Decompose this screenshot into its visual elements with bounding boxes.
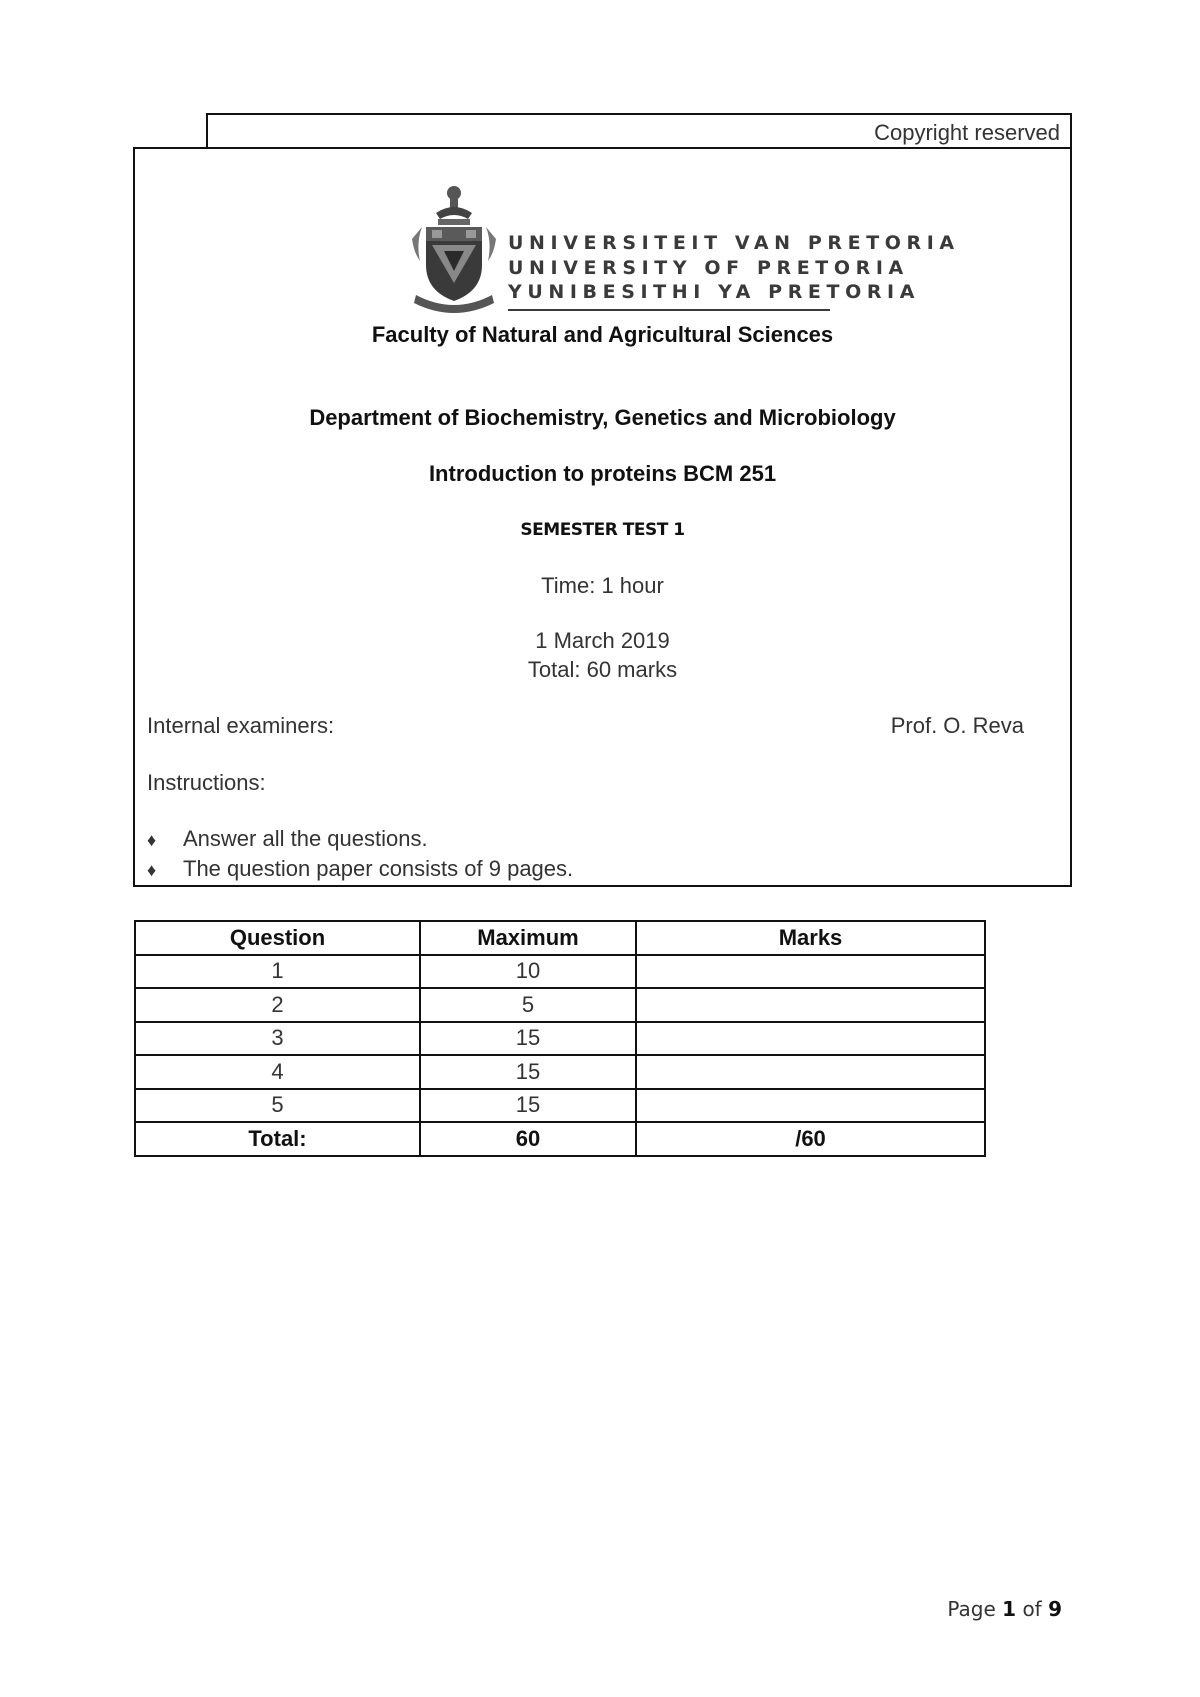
- diamond-bullet-icon: ♦: [147, 860, 157, 880]
- question-number: 5: [135, 1089, 420, 1123]
- column-header-maximum: Maximum: [420, 921, 636, 955]
- instruction-item: [147, 856, 573, 882]
- instruction-text: The question paper consists of 9 pages.: [183, 856, 574, 881]
- total-label: Total:: [135, 1122, 420, 1156]
- table-row: [135, 955, 985, 989]
- university-name-sepedi: YUNIBESITHI YA PRETORIA: [508, 281, 921, 303]
- question-number: 1: [135, 955, 420, 989]
- question-number: 4: [135, 1055, 420, 1089]
- marks-table: [134, 920, 986, 1157]
- university-crest-icon: [408, 183, 500, 318]
- question-number: 3: [135, 1022, 420, 1056]
- copyright-text: Copyright reserved: [874, 120, 1060, 145]
- table-row: [135, 988, 985, 1022]
- examiner-name: Prof. O. Reva: [890, 713, 1024, 738]
- university-logo: [408, 183, 960, 318]
- maximum-marks: 15: [420, 1055, 636, 1089]
- table-row: [135, 1055, 985, 1089]
- logo-underline: [508, 309, 830, 311]
- department-title: Department of Biochemistry, Genetics and Microbiology: [309, 405, 896, 430]
- awarded-marks: [636, 988, 985, 1022]
- marks-table-header: [135, 921, 985, 955]
- column-header-question: Question: [135, 921, 420, 955]
- awarded-marks: [636, 955, 985, 989]
- total-awarded: /60: [636, 1122, 985, 1156]
- page-word: Page: [947, 1597, 996, 1621]
- instructions-label: Instructions:: [147, 770, 266, 795]
- course-title: Introduction to proteins BCM 251: [428, 461, 777, 486]
- copyright-box: [206, 113, 1072, 149]
- maximum-marks: 5: [420, 988, 636, 1022]
- total-row: [135, 1122, 985, 1156]
- page-total: 9: [1048, 1597, 1062, 1621]
- university-name-english: UNIVERSITY OF PRETORIA: [508, 256, 909, 279]
- awarded-marks: [636, 1055, 985, 1089]
- test-name: SEMESTER TEST 1: [520, 520, 685, 540]
- test-date: 1 March 2019: [535, 628, 670, 653]
- question-number: 2: [135, 988, 420, 1022]
- of-word: of: [1022, 1597, 1042, 1621]
- page-number: [947, 1597, 1062, 1621]
- page-current: 1: [1002, 1597, 1017, 1621]
- table-row: [135, 1089, 985, 1123]
- awarded-marks: [636, 1022, 985, 1056]
- maximum-marks: 15: [420, 1022, 636, 1056]
- total-maximum: 60: [420, 1122, 636, 1156]
- maximum-marks: 10: [420, 955, 636, 989]
- university-name-afrikaans: UNIVERSITEIT VAN PRETORIA: [508, 232, 960, 254]
- maximum-marks: 15: [420, 1089, 636, 1123]
- test-total-marks: Total: 60 marks: [527, 657, 678, 682]
- examiners-label: Internal examiners:: [147, 713, 335, 738]
- column-header-marks: Marks: [636, 921, 985, 955]
- awarded-marks: [636, 1089, 985, 1123]
- table-row: [135, 1022, 985, 1056]
- university-name: [508, 231, 960, 305]
- test-duration: Time: 1 hour: [541, 573, 664, 598]
- faculty-title: Faculty of Natural and Agricultural Sciences: [371, 322, 834, 347]
- instruction-item: [147, 826, 428, 852]
- diamond-bullet-icon: ♦: [147, 830, 157, 850]
- instruction-text: Answer all the questions.: [183, 826, 428, 851]
